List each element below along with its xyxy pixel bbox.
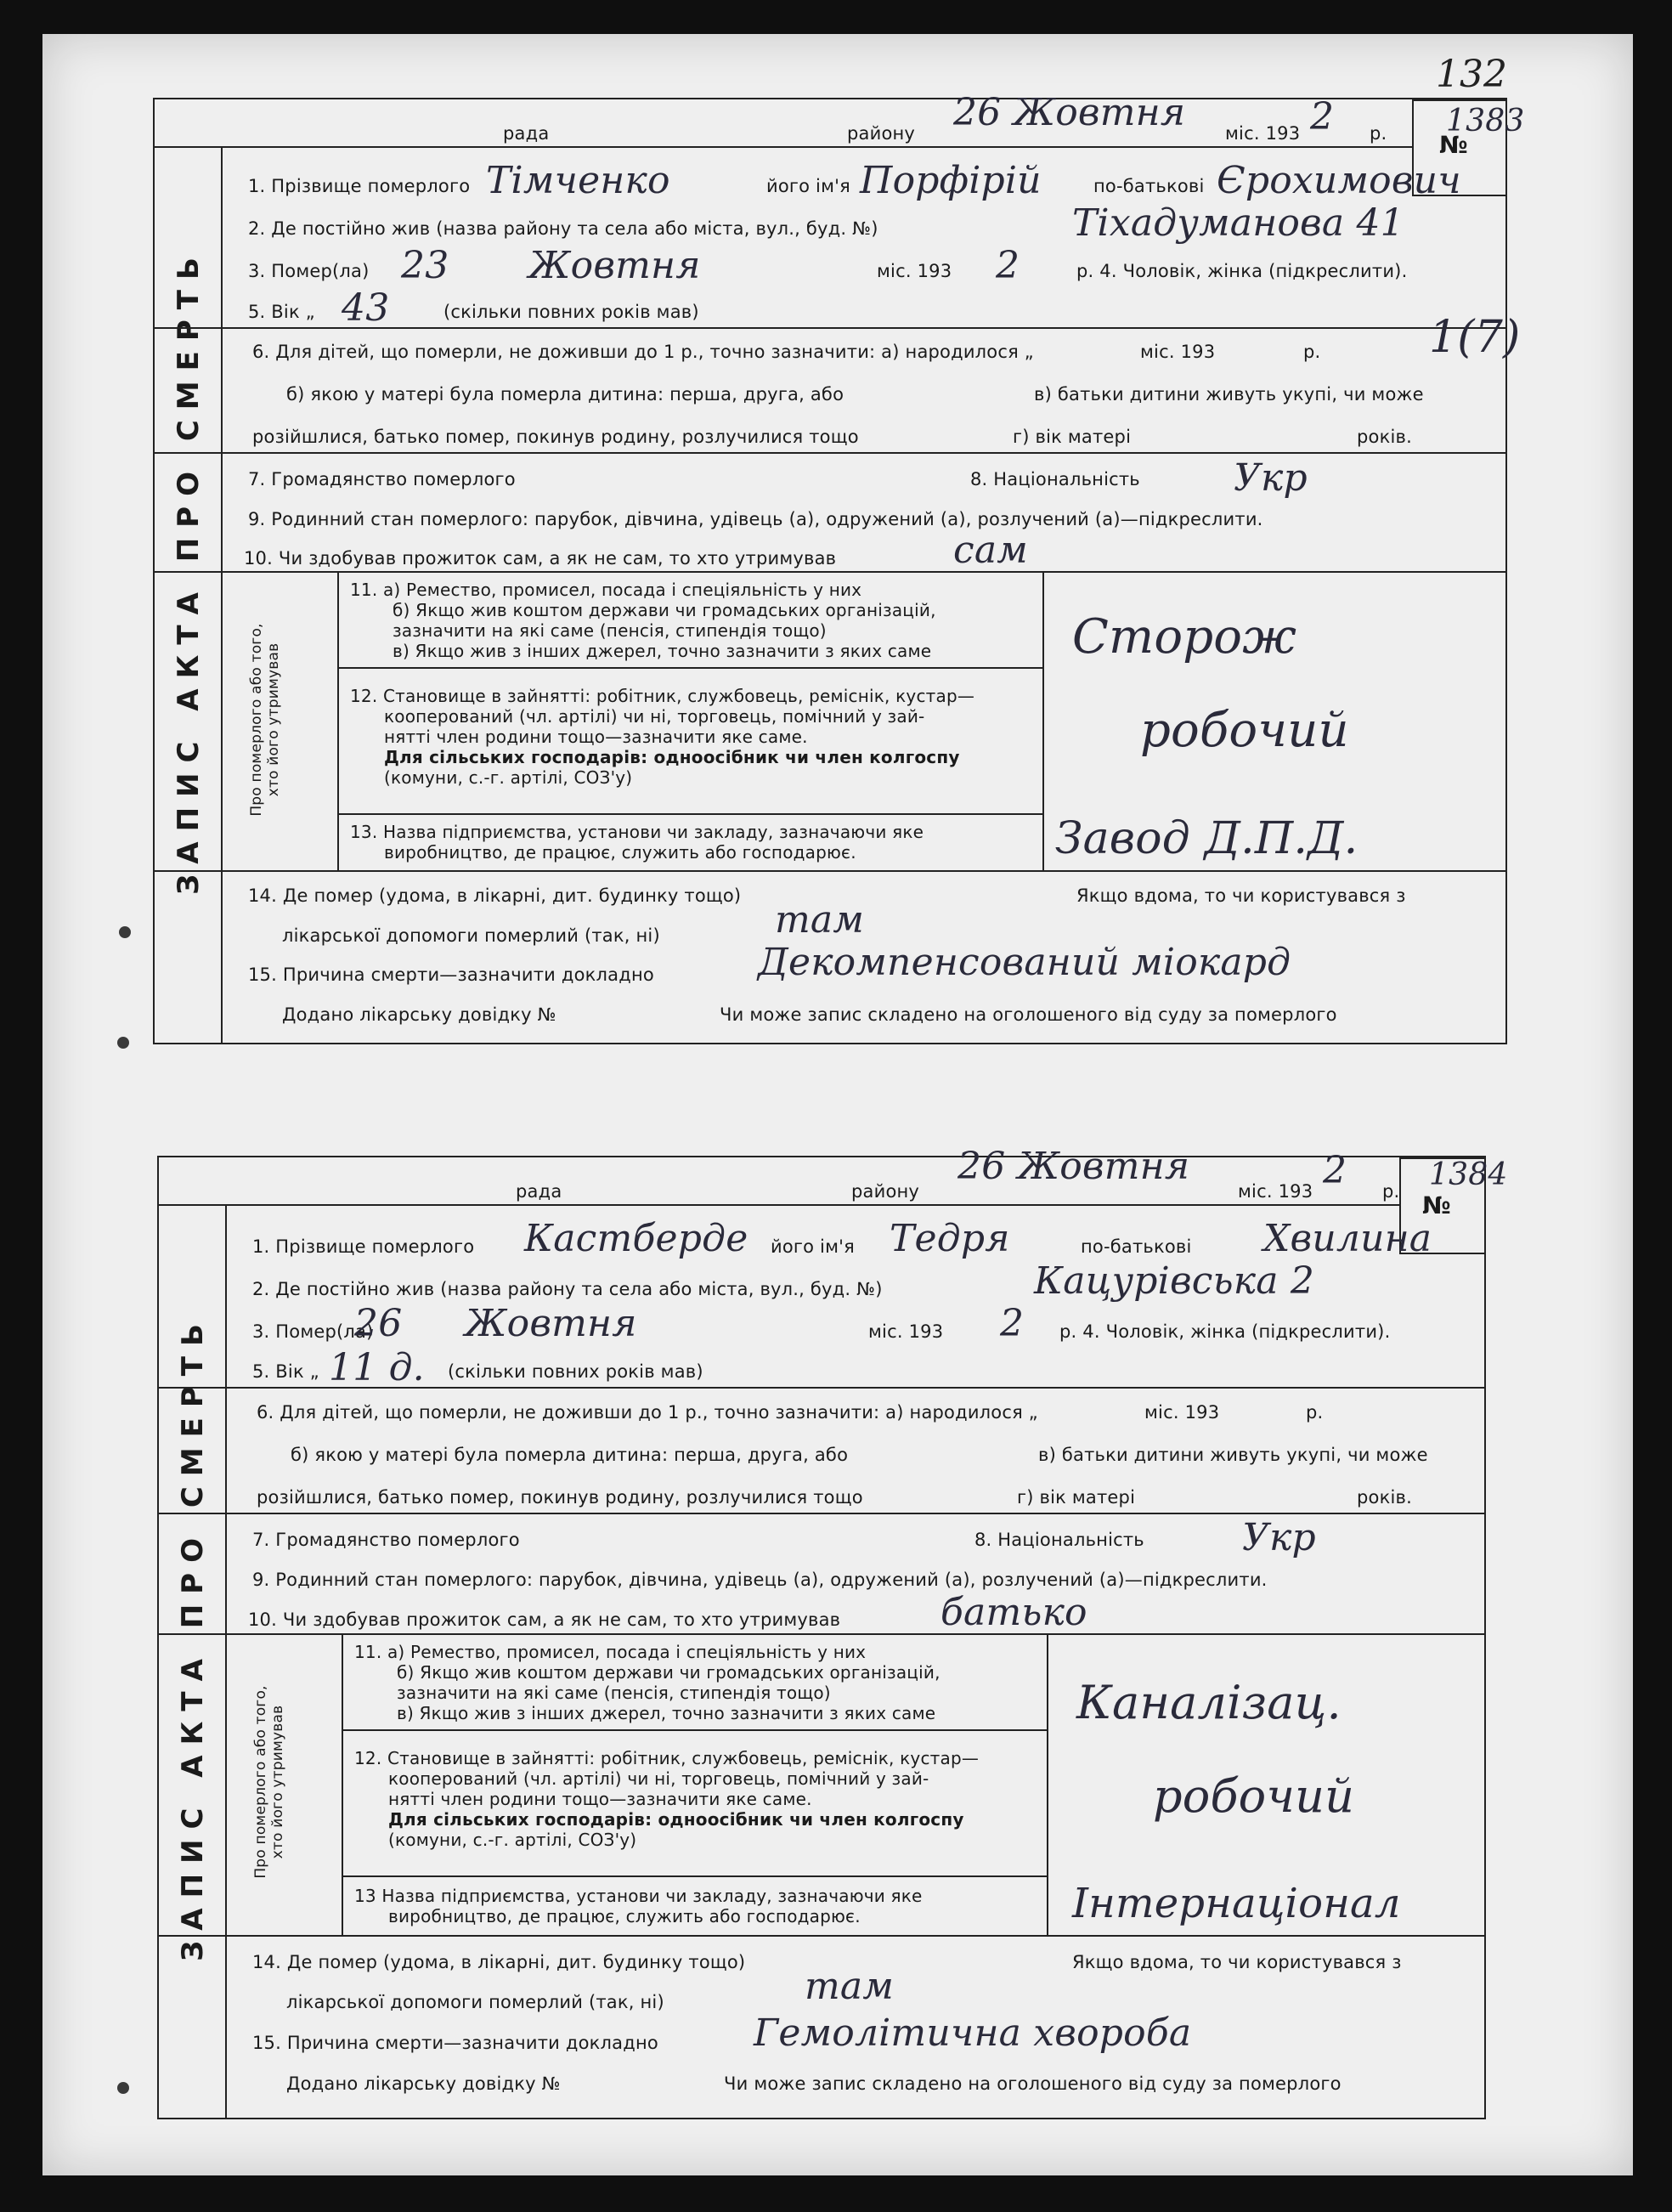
row9-marital-label: 9. Родинний стан померлого: парубок, дівчина, удівець (а), одружений (а), розлучений (а)—підкреслити. [252, 1570, 1268, 1590]
row14b-label: лікарської допомоги померлий (так, ні) [282, 925, 660, 946]
row2-address-label: 2. Де постійно жив (назва району та села або міста, вул., буд. №) [252, 1279, 883, 1299]
header-raion: району [851, 1181, 920, 1202]
row16-certificate-label: Додано лікарську довідку № [282, 1004, 556, 1025]
row5-age-label: 5. Вік „ [252, 1361, 319, 1382]
hw-address: Тіхадуманова 41 [1072, 201, 1404, 245]
punch-hole [117, 1037, 129, 1049]
row14-label: 14. Де помер (удома, в лікарні, дит. будинку тощо) [252, 1952, 746, 1972]
row3-month-label: міс. 193 [868, 1321, 944, 1342]
row13-block [354, 1886, 923, 1926]
row7-citizenship-label: 7. Громадянство померлого [248, 469, 516, 489]
row12-line: кооперований (чл. артілі) чи ні, торговець, помічний у зай- [384, 706, 925, 727]
row10-support-label: 10. Чи здобував прожиток сам, а як не сам, то хто утримував [248, 1609, 841, 1630]
hw-patronymic: Єрохимович [1217, 159, 1461, 202]
hw-workplace: Завод Д.П.Д. [1055, 813, 1358, 864]
row11-line: зазначити на які саме (пенсія, стипендія тощо) [393, 620, 827, 641]
hw-workplace: Інтернаціонал [1072, 1880, 1401, 1927]
form-spine-title: ЗАПИС АКТА ПРО СМЕРТЬ [172, 247, 206, 895]
death-record-form-2 [157, 1145, 1508, 2119]
row1-name-label: його ім'я [771, 1236, 855, 1257]
row15-cause-label: 15. Причина смерти—зазначити докладно [252, 2033, 658, 2053]
row12-line: Для сільських господарів: одноосібник чи член колгоспу [388, 1809, 964, 1830]
row11-line: б) Якщо жив коштом держави чи громадських організацій, [393, 600, 936, 620]
row3-died-label: 3. Помер(ла) [248, 261, 370, 281]
hw-record-no: 1383 [1446, 104, 1525, 139]
side-label-line: хто його утримував [269, 1705, 286, 1859]
row6b-label: б) якою у матері була померла дитина: перша, друга, або [286, 384, 844, 404]
row12-block [354, 1748, 979, 1850]
row6c-years: років. [1357, 1487, 1412, 1508]
record-number-label: № [1422, 1191, 1451, 1219]
side-divider [337, 571, 339, 870]
hw-age: 43 [342, 286, 390, 330]
rule [159, 1513, 1484, 1514]
row13-line: виробництво, де працює, служить або господарює. [388, 1906, 861, 1926]
side-label-line: Про померлого або того, [248, 623, 265, 817]
row13-block [350, 822, 924, 863]
rule [155, 870, 1505, 872]
record-number-label: № [1439, 131, 1468, 159]
hw-record-no: 1384 [1429, 1157, 1508, 1192]
hw-supported-by: батько [940, 1591, 1087, 1634]
hw-name: Порфірій [860, 159, 1042, 202]
hw-surname: Кастберде [524, 1217, 748, 1260]
hw-occupation: Каналізац. [1076, 1676, 1342, 1729]
row12-line: нятті член родини тощо—зазначити яке саме. [388, 1789, 812, 1809]
punch-hole [117, 2082, 129, 2094]
row15-cause-label: 15. Причина смерти—зазначити докладно [248, 965, 654, 985]
header-year-r: р. [1382, 1181, 1400, 1202]
row7-citizenship-label: 7. Громадянство померлого [252, 1530, 520, 1550]
row11-block [350, 580, 936, 661]
row5-age-note: (скільки повних років мав) [448, 1361, 703, 1382]
rule [342, 1729, 1047, 1731]
row6b-label: б) якою у матері була померла дитина: перша, друга, або [291, 1445, 849, 1465]
row11-line: в) Якщо жив з інших джерел, точно зазначити з яких саме [397, 1703, 936, 1723]
hw-death-month: Жовтня [465, 1302, 637, 1345]
row6b-label2: в) батьки дитини живуть укупі, чи може [1034, 384, 1424, 404]
hw-place-of-death: там [805, 1965, 895, 2008]
hw-name: Тедря [890, 1217, 1010, 1260]
row1-name-label: його ім'я [766, 176, 850, 196]
row14-label2: Якщо вдома, то чи користувався з [1072, 1952, 1402, 1972]
row8-nationality-label: 8. Національність [970, 469, 1140, 489]
hw-cause: Декомпенсований міокард [758, 941, 1291, 984]
row10-support-label: 10. Чи здобував прожиток сам, а як не сам, то хто утримував [244, 548, 837, 569]
side-label [252, 1655, 286, 1909]
row6c-mother-age: г) вік матері [1013, 427, 1132, 447]
hw-day-month: 26 Жовтня [953, 91, 1186, 134]
hw-year: 2 [1323, 1149, 1347, 1192]
header-rada: рада [503, 123, 550, 144]
side-label [248, 592, 282, 847]
row1-patronymic-label: по-батькові [1081, 1236, 1192, 1257]
row12-block [350, 686, 974, 788]
hw-year: 2 [1310, 95, 1335, 139]
side-label-line: Про померлого або того, [252, 1685, 269, 1879]
rule [159, 1935, 1484, 1937]
row11-line: 11. а) Ремество, промисел, посада і спеціяльність у них [354, 1642, 867, 1662]
hw-death-year: 2 [996, 244, 1020, 287]
rule [342, 1875, 1047, 1877]
row5-age-label: 5. Вік „ [248, 302, 315, 322]
row12-line: нятті член родини тощо—зазначити яке саме. [384, 727, 808, 747]
row6b-label2: в) батьки дитини живуть укупі, чи може [1038, 1445, 1428, 1465]
answer-divider [1042, 571, 1044, 870]
row1-surname-label: 1. Прізвище померлого [248, 176, 471, 196]
row1-surname-label: 1. Прізвище померлого [252, 1236, 475, 1257]
punch-hole [119, 926, 131, 938]
header-raion: району [847, 123, 916, 144]
header-month: міс. 193 [1225, 123, 1301, 144]
row16-certificate-label: Додано лікарську довідку № [286, 2073, 561, 2094]
form-spine-title: ЗАПИС АКТА ПРО СМЕРТЬ [176, 1314, 210, 1961]
row6a-year: р. [1303, 342, 1321, 362]
hw-nationality: Укр [1234, 456, 1308, 500]
row11-line: в) Якщо жив з інших джерел, точно зазначити з яких саме [393, 641, 932, 661]
row6c-label: розійшлися, батько помер, покинув родину, розлучилися тощо [257, 1487, 863, 1508]
hw-death-year: 2 [1000, 1302, 1025, 1345]
hw-address: Кацурівська 2 [1034, 1259, 1315, 1303]
row9-marital-label: 9. Родинний стан померлого: парубок, дівчина, удівець (а), одружений (а), розлучений (а)—підкреслити. [248, 509, 1263, 529]
hw-death-month: Жовтня [528, 244, 701, 287]
hw-status: робочий [1140, 703, 1349, 758]
row11-block [354, 1642, 940, 1723]
hw-surname: Тімченко [486, 159, 670, 202]
row3-month-label: міс. 193 [877, 261, 952, 281]
spine-divider [221, 146, 223, 1043]
row3-sex-label: р. 4. Чоловік, жінка (підкреслити). [1059, 1321, 1391, 1342]
hw-margin-no: 1(7) [1429, 312, 1521, 363]
row12-line: 12. Становище в зайнятті: робітник, службовець, реміснік, кустар— [350, 686, 975, 706]
row14b-label: лікарської допомоги померлий (так, ні) [286, 1992, 664, 2012]
hw-day-month: 26 Жовтня [957, 1145, 1190, 1188]
hw-supported-by: сам [953, 529, 1028, 572]
header-rule [159, 1204, 1399, 1206]
row14-label2: Якщо вдома, то чи користувався з [1076, 885, 1406, 906]
row12-line: (комуни, с.-г. артілі, СОЗ'у) [384, 767, 633, 788]
hw-nationality: Укр [1242, 1516, 1316, 1559]
row3-died-label: 3. Помер(ла) [252, 1321, 374, 1342]
row6c-years: років. [1357, 427, 1412, 447]
row3-sex-label: р. 4. Чоловік, жінка (підкреслити). [1076, 261, 1408, 281]
row11-line: б) Якщо жив коштом держави чи громадських організацій, [397, 1662, 940, 1683]
row16-court-label: Чи може запис складено на оголошеного від суду за померлого [724, 2073, 1342, 2094]
hw-death-day: 23 [401, 244, 449, 287]
rule [337, 667, 1042, 669]
row12-line: (комуни, с.-г. артілі, СОЗ'у) [388, 1830, 637, 1850]
rule [159, 1633, 1484, 1635]
row6c-label: розійшлися, батько помер, покинув родину, розлучилися тощо [252, 427, 859, 447]
side-label-line: хто його утримував [265, 642, 282, 797]
hw-death-day: 26 [354, 1302, 403, 1345]
row11-line: зазначити на які саме (пенсія, стипендія тощо) [397, 1683, 831, 1703]
header-rada: рада [516, 1181, 562, 1202]
row5-age-note: (скільки повних років мав) [443, 302, 699, 322]
side-divider [342, 1633, 343, 1935]
row1-patronymic-label: по-батькові [1093, 176, 1205, 196]
rule [337, 813, 1042, 815]
row12-line: 12. Становище в зайнятті: робітник, службовець, реміснік, кустар— [354, 1748, 980, 1768]
hw-age: 11 д. [329, 1346, 425, 1389]
rule [155, 452, 1505, 454]
spine-divider [225, 1204, 227, 2118]
row14-label: 14. Де помер (удома, в лікарні, дит. будинку тощо) [248, 885, 742, 906]
row13-line: виробництво, де працює, служить або господарює. [384, 842, 856, 863]
row12-line: кооперований (чл. артілі) чи ні, торговець, помічний у зай- [388, 1768, 929, 1789]
header-year-r: р. [1370, 123, 1387, 144]
page-number: 132 [1436, 53, 1507, 96]
row6a-month: міс. 193 [1144, 1402, 1220, 1423]
hw-place-of-death: там [775, 898, 865, 942]
row6a-year: р. [1306, 1402, 1324, 1423]
row6a-label: 6. Для дітей, що померли, не доживши до 1 р., точно зазначити: а) народилося „ [257, 1402, 1038, 1423]
row6a-label: 6. Для дітей, що померли, не доживши до 1 р., точно зазначити: а) народилося „ [252, 342, 1034, 362]
row8-nationality-label: 8. Національність [974, 1530, 1144, 1550]
row13-line: 13 Назва підприємства, установи чи закладу, зазначаючи яке [354, 1886, 923, 1906]
hw-occupation: Сторож [1072, 609, 1297, 665]
death-record-form-1 [153, 91, 1525, 1044]
hw-status: робочий [1153, 1769, 1355, 1823]
row12-line: Для сільських господарів: одноосібник чи член колгоспу [384, 747, 960, 767]
row13-line: 13. Назва підприємства, установи чи закладу, зазначаючи яке [350, 822, 924, 842]
row6c-mother-age: г) вік матері [1017, 1487, 1136, 1508]
hw-patronymic: Хвилина [1263, 1217, 1432, 1260]
row2-address-label: 2. Де постійно жив (назва району та села або міста, вул., буд. №) [248, 218, 878, 239]
header-month: міс. 193 [1238, 1181, 1313, 1202]
row16-court-label: Чи може запис складено на оголошеного від суду за померлого [720, 1004, 1337, 1025]
row6a-month: міс. 193 [1140, 342, 1216, 362]
row11-line: 11. а) Ремество, промисел, посада і спеціяльність у них [350, 580, 862, 600]
hw-cause: Гемолітична хвороба [754, 2011, 1192, 2055]
rule [155, 571, 1505, 573]
header-rule [155, 146, 1412, 148]
answer-divider [1047, 1633, 1048, 1935]
